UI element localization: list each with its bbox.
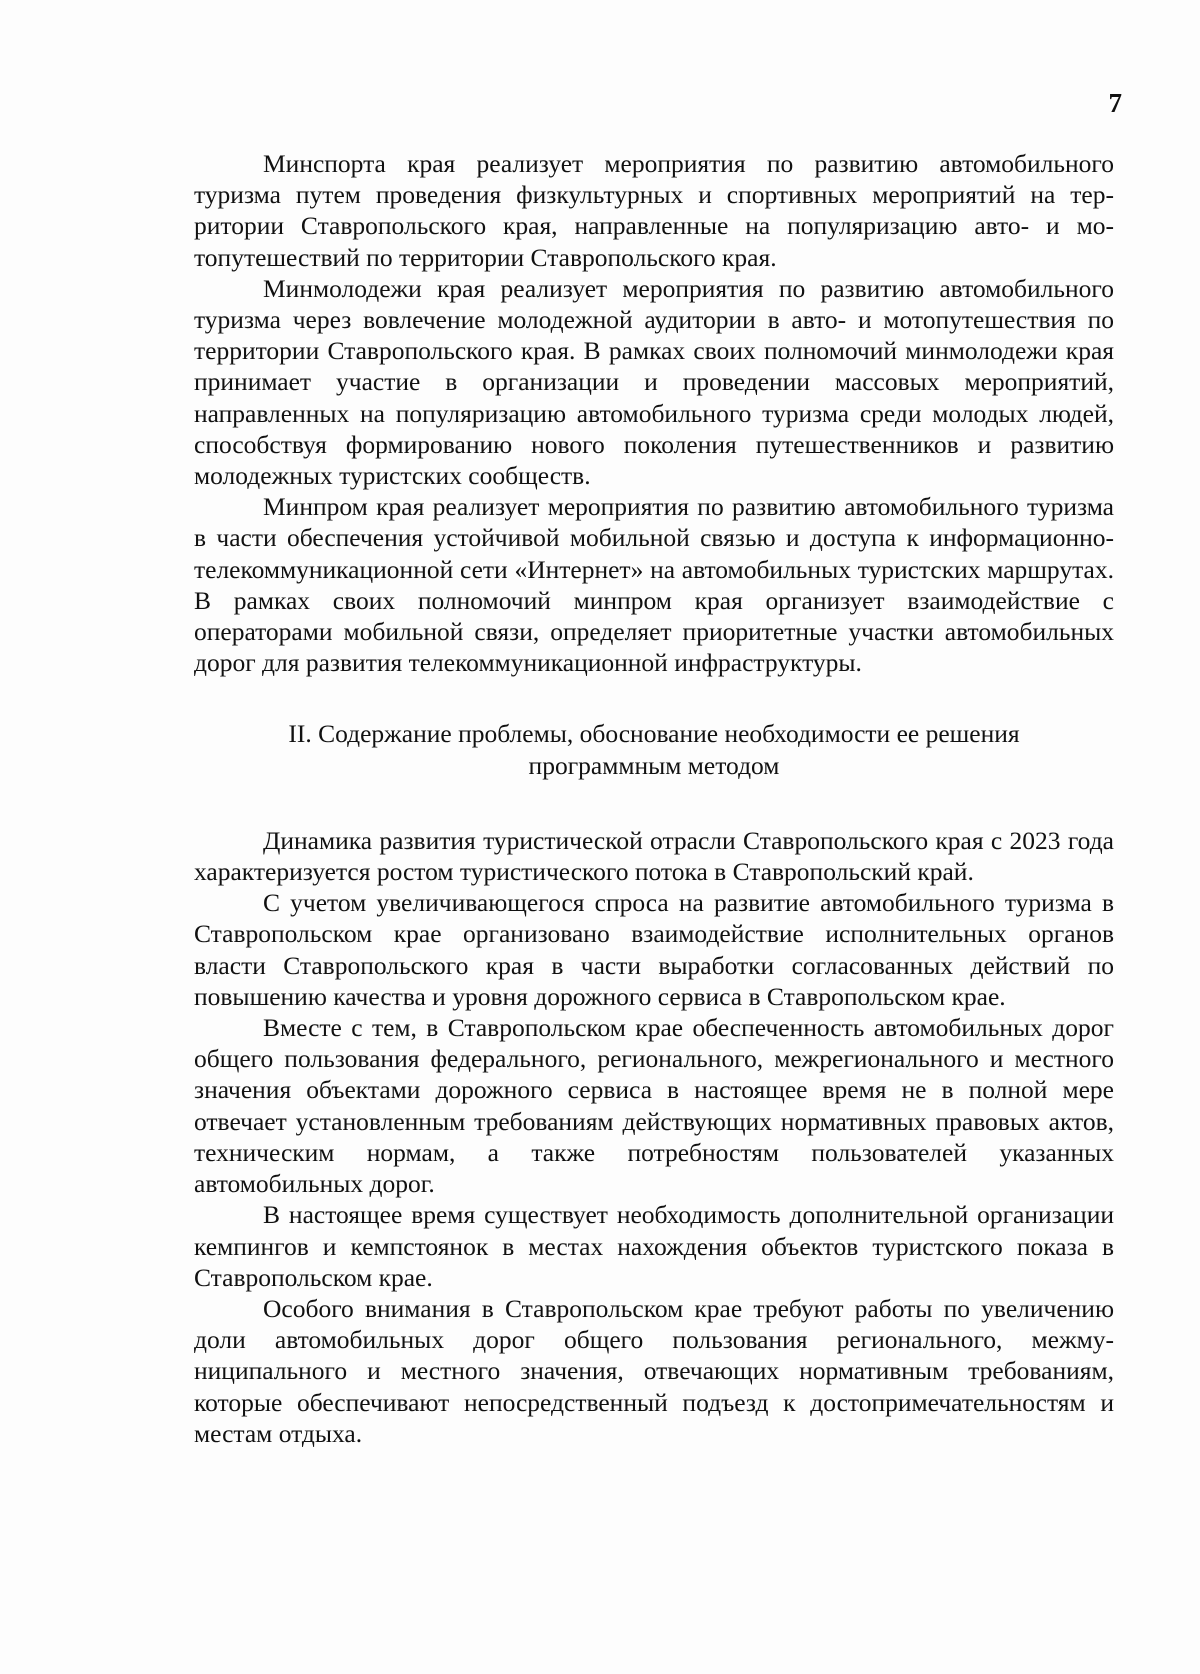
paragraph-dynamics: Динамика развития туристической отрасли Ставропольского края с 2023 года характеризуется ростом туристического потока в Ставропольский край. [194, 825, 1114, 887]
paragraph-road-service: Вместе с тем, в Ставропольском крае обеспеченность автомобильных дорог общего пользования федерального, регионального, межрегионального и местного значения объектами дорожного сервиса в настоящее время не в полной мере отвечает установленным требованиям действующих нормативных правовых актов, техническим нормам, а также потребностям пользователей указанных автомобильных дорог. [194, 1013, 1114, 1199]
section-heading-line-1: II. Содержание проблемы, обоснование необходимости ее решения [288, 719, 1020, 749]
paragraph-roads-share: Особого внимания в Ставропольском крае требуют работы по увеличению доли автомобильных дорог общего пользования регионального, межмуниципального и местного значения, отвечающих нормативным требованиям, которые обеспечивают непосредственный подъезд к достопримечательностям и местам отдыха. [194, 1293, 1114, 1448]
document-body [194, 148, 1114, 1449]
paragraph-demand: С учетом увеличивающегося спроса на развитие автомобильного туризма в Ставропольском крае организовано взаимодействие исполнительных органов власти Ставропольского края в части выработки согласованных действий по повышению качества и уровня дорожного сервиса в Ставропольском крае. [194, 888, 1114, 1011]
paragraph-minmolodezhi: Минмолодежи края реализует мероприятия по развитию автомобильного туризма через вовлечение молодежной аудитории в авто- и мотопутешествия по территории Ставропольского края. В рамках своих полномочий минмолодежи края принимает участие в организации и проведении массовых мероприятий, направленных на популяризацию автомобильного туризма среди молодых людей, способствуя формированию нового поколения путешественников и развитию молодежных туристских сообществ. [194, 273, 1114, 491]
paragraph-minprom: Минпром края реализует мероприятия по развитию автомобильного туризма в части обеспечения устойчивой мобильной связью и доступа к информационно-телекоммуникационной сети «Интернет» на автомобильных туристских маршрутах. В рамках своих полномочий минпром края организует взаимодействие с операторами мобильной связи, определяет приоритетные участки автомобильных дорог для развития телекоммуникационной инфраструктуры. [194, 492, 1114, 678]
section-heading-line-2: программным методом [528, 750, 780, 780]
paragraph-campings: В настоящее время существует необходимость дополнительной организации кемпингов и кемпстоянок в местах нахождения объектов туристского показа в Ставропольском крае. [194, 1200, 1114, 1292]
page-number: 7 [1108, 88, 1122, 118]
section-heading [194, 718, 1114, 780]
paragraph-minsport: Минспорта края реализует мероприятия по развитию автомобильного туризма путем проведения физкультурных и спортивных мероприятий на территории Ставропольского края, направленные на популяризацию авто- и мотопутешествий по территории Ставропольского края. [194, 149, 1114, 272]
